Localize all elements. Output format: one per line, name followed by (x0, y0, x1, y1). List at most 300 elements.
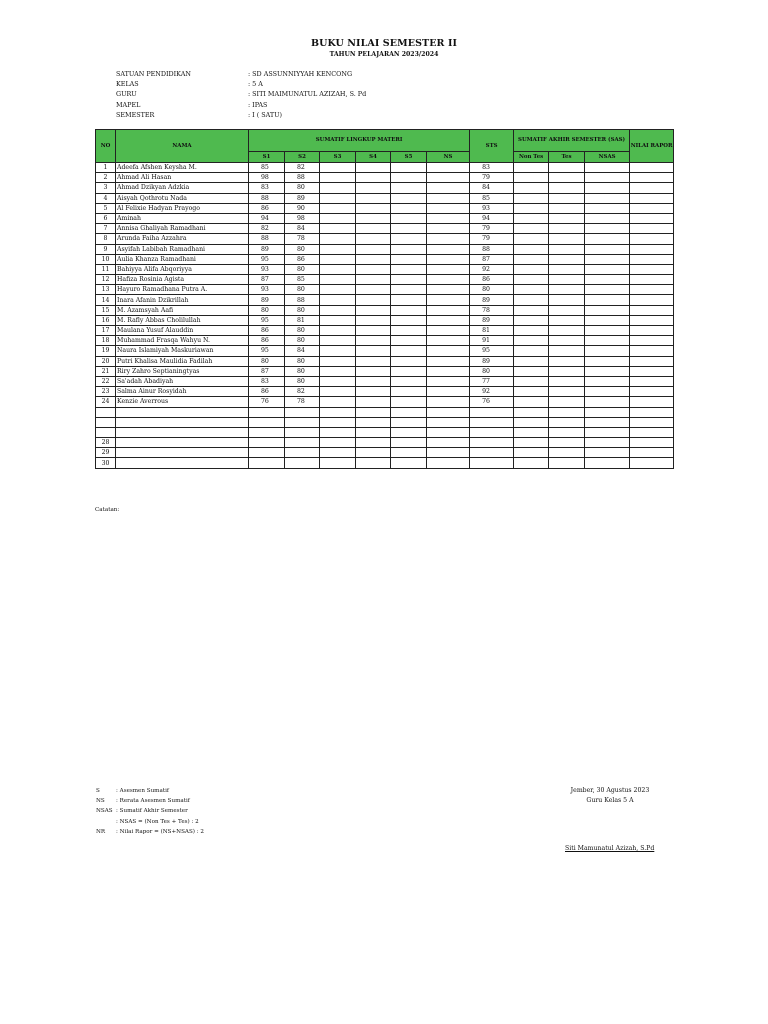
cell-s1: 95 (249, 254, 285, 264)
cell-s2: 78 (285, 234, 320, 244)
cell-nilai-rapor (630, 315, 674, 325)
cell-s3 (320, 448, 356, 458)
header-no: NO (96, 130, 116, 163)
cell-nilai-rapor (630, 326, 674, 336)
cell-s1: 89 (249, 295, 285, 305)
cell-no: 10 (96, 254, 116, 264)
cell-no: 1 (96, 163, 116, 173)
cell-sts: 84 (470, 183, 514, 193)
cell-nilai-rapor (630, 295, 674, 305)
cell-tes (549, 275, 585, 285)
cell-s1: 89 (249, 244, 285, 254)
cell-s3 (320, 346, 356, 356)
cell-nsas (585, 458, 630, 468)
cell-no: 30 (96, 458, 116, 468)
legend-desc: : Rerata Asesmen Sumatif (116, 798, 190, 805)
cell-s4 (356, 336, 391, 346)
table-row (96, 173, 674, 183)
cell-nsas (585, 427, 630, 437)
cell-tes (549, 234, 585, 244)
document-subtitle: TAHUN PELAJARAN 2023/2024 (329, 51, 439, 58)
cell-nsas (585, 376, 630, 386)
cell-s5 (391, 438, 427, 448)
cell-nsas (585, 356, 630, 366)
cell-s3 (320, 285, 356, 295)
cell-s2: 84 (285, 224, 320, 234)
cell-tes (549, 366, 585, 376)
cell-s1: 95 (249, 346, 285, 356)
cell-ns (427, 295, 470, 305)
cell-s3 (320, 458, 356, 468)
cell-nama: Aminah (116, 213, 249, 223)
cell-nilai-rapor (630, 183, 674, 193)
cell-non-tes (514, 417, 549, 427)
cell-non-tes (514, 376, 549, 386)
signature-block (540, 786, 680, 806)
cell-sts: 76 (470, 397, 514, 407)
legend-abbr: NS (96, 798, 105, 805)
cell-s3 (320, 163, 356, 173)
cell-ns (427, 448, 470, 458)
cell-tes (549, 264, 585, 274)
cell-s4 (356, 346, 391, 356)
cell-s5 (391, 336, 427, 346)
cell-non-tes (514, 346, 549, 356)
cell-nilai-rapor (630, 275, 674, 285)
table-row (96, 407, 674, 417)
cell-s1: 88 (249, 193, 285, 203)
cell-ns (427, 407, 470, 417)
cell-ns (427, 397, 470, 407)
cell-tes (549, 417, 585, 427)
cell-s1 (249, 407, 285, 417)
cell-s3 (320, 183, 356, 193)
cell-nilai-rapor (630, 173, 674, 183)
table-row (96, 336, 674, 346)
cell-s3 (320, 203, 356, 213)
cell-nilai-rapor (630, 213, 674, 223)
cell-nilai-rapor (630, 336, 674, 346)
cell-s1: 86 (249, 387, 285, 397)
cell-nsas (585, 438, 630, 448)
cell-s3 (320, 366, 356, 376)
cell-s3 (320, 224, 356, 234)
cell-nama: Inara Afanin Dzikrillah (116, 295, 249, 305)
cell-s5 (391, 244, 427, 254)
header-sts: STS (470, 130, 514, 163)
cell-s5 (391, 224, 427, 234)
cell-nama: Sa'adah Abadiyah (116, 376, 249, 386)
cell-sts: 89 (470, 315, 514, 325)
cell-s1 (249, 438, 285, 448)
cell-nilai-rapor (630, 458, 674, 468)
cell-ns (427, 315, 470, 325)
cell-s5 (391, 397, 427, 407)
cell-s5 (391, 458, 427, 468)
cell-non-tes (514, 397, 549, 407)
cell-non-tes (514, 244, 549, 254)
cell-s1: 93 (249, 285, 285, 295)
cell-s4 (356, 234, 391, 244)
cell-s2 (285, 427, 320, 437)
cell-s3 (320, 275, 356, 285)
cell-ns (427, 376, 470, 386)
cell-non-tes (514, 448, 549, 458)
table-row (96, 213, 674, 223)
cell-s2: 78 (285, 397, 320, 407)
cell-s5 (391, 417, 427, 427)
cell-ns (427, 163, 470, 173)
cell-no: 11 (96, 264, 116, 274)
cell-sts (470, 438, 514, 448)
cell-nsas (585, 244, 630, 254)
cell-sts: 79 (470, 224, 514, 234)
cell-nsas (585, 264, 630, 274)
cell-ns (427, 183, 470, 193)
cell-non-tes (514, 356, 549, 366)
cell-non-tes (514, 407, 549, 417)
cell-s3 (320, 254, 356, 264)
cell-sts: 89 (470, 295, 514, 305)
cell-nilai-rapor (630, 203, 674, 213)
cell-non-tes (514, 295, 549, 305)
cell-no: 7 (96, 224, 116, 234)
cell-s5 (391, 305, 427, 315)
header-s5: S5 (391, 152, 427, 163)
cell-s3 (320, 397, 356, 407)
cell-nama: M. Rafly Abbas Cholilullah (116, 315, 249, 325)
table-row (96, 163, 674, 173)
info-value: : 5 A (248, 80, 263, 89)
cell-nama: M. Azamsyah Aafi (116, 305, 249, 315)
cell-s1: 87 (249, 366, 285, 376)
table-row (96, 305, 674, 315)
cell-s5 (391, 183, 427, 193)
cell-s3 (320, 336, 356, 346)
cell-nsas (585, 417, 630, 427)
cell-non-tes (514, 366, 549, 376)
table-row (96, 295, 674, 305)
header-s2: S2 (285, 152, 320, 163)
cell-s3 (320, 305, 356, 315)
cell-s4 (356, 458, 391, 468)
cell-s4 (356, 254, 391, 264)
cell-non-tes (514, 326, 549, 336)
cell-non-tes (514, 163, 549, 173)
cell-s3 (320, 264, 356, 274)
cell-s2: 82 (285, 387, 320, 397)
cell-ns (427, 275, 470, 285)
cell-tes (549, 438, 585, 448)
cell-non-tes (514, 173, 549, 183)
cell-tes (549, 346, 585, 356)
cell-s3 (320, 427, 356, 437)
cell-s2: 80 (285, 356, 320, 366)
cell-no: 14 (96, 295, 116, 305)
cell-s4 (356, 244, 391, 254)
table-row (96, 448, 674, 458)
cell-s4 (356, 163, 391, 173)
cell-non-tes (514, 254, 549, 264)
info-key: KELAS (116, 80, 139, 89)
cell-s3 (320, 173, 356, 183)
document-title: BUKU NILAI SEMESTER II (310, 38, 458, 49)
cell-non-tes (514, 336, 549, 346)
cell-sts: 93 (470, 203, 514, 213)
table-row (96, 356, 674, 366)
cell-s1: 85 (249, 163, 285, 173)
cell-no: 24 (96, 397, 116, 407)
cell-s2 (285, 407, 320, 417)
cell-no: 17 (96, 326, 116, 336)
cell-s4 (356, 193, 391, 203)
cell-s3 (320, 356, 356, 366)
cell-no: 3 (96, 183, 116, 193)
cell-non-tes (514, 183, 549, 193)
cell-ns (427, 438, 470, 448)
cell-s2: 90 (285, 203, 320, 213)
signature-place-date: Jember, 30 Agustus 2023 (570, 787, 650, 794)
cell-no (96, 417, 116, 427)
cell-s1: 94 (249, 213, 285, 223)
cell-no: 2 (96, 173, 116, 183)
cell-tes (549, 173, 585, 183)
cell-ns (427, 458, 470, 468)
cell-non-tes (514, 275, 549, 285)
cell-s2 (285, 448, 320, 458)
cell-sts: 79 (470, 173, 514, 183)
cell-non-tes (514, 193, 549, 203)
legend-abbr: S (96, 788, 100, 794)
header-sas: SUMATIF AKHIR SEMESTER (SAS) (514, 130, 630, 152)
cell-tes (549, 183, 585, 193)
header-nilai-rapor: NILAI RAPOR (630, 130, 674, 163)
cell-no: 18 (96, 336, 116, 346)
table-row (96, 315, 674, 325)
cell-s1 (249, 417, 285, 427)
cell-s3 (320, 295, 356, 305)
legend-desc: : NSAS = (Non Tes + Tes) : 2 (116, 818, 199, 825)
cell-tes (549, 315, 585, 325)
cell-nama: Adeefa Afshen Keysha M. (116, 163, 249, 173)
cell-s2: 80 (285, 244, 320, 254)
table-row (96, 387, 674, 397)
cell-nsas (585, 295, 630, 305)
cell-no: 28 (96, 438, 116, 448)
grades-table (95, 129, 674, 469)
cell-s1: 80 (249, 356, 285, 366)
signature-name: Siti Mamunatul Azizah, S.Pd (565, 845, 655, 852)
header-s4: S4 (356, 152, 391, 163)
info-value: : IPAS (248, 100, 268, 109)
cell-s4 (356, 366, 391, 376)
cell-tes (549, 448, 585, 458)
cell-ns (427, 203, 470, 213)
cell-non-tes (514, 203, 549, 213)
table-row (96, 285, 674, 295)
info-value: : I ( SATU) (248, 110, 283, 119)
cell-s4 (356, 448, 391, 458)
cell-ns (427, 193, 470, 203)
cell-no (96, 407, 116, 417)
cell-s5 (391, 376, 427, 386)
cell-s5 (391, 366, 427, 376)
cell-nsas (585, 163, 630, 173)
cell-non-tes (514, 224, 549, 234)
cell-sts: 78 (470, 305, 514, 315)
cell-nama: Asyifah Labibah Ramadhani (116, 244, 249, 254)
cell-s1 (249, 458, 285, 468)
cell-nama: Putri Khalisa Maulidia Fadilah (116, 356, 249, 366)
cell-s1: 87 (249, 275, 285, 285)
cell-s4 (356, 305, 391, 315)
cell-s1: 86 (249, 326, 285, 336)
cell-nama: Naura Islamiyah Maskuriawan (116, 346, 249, 356)
cell-tes (549, 244, 585, 254)
table-row (96, 224, 674, 234)
cell-tes (549, 163, 585, 173)
table-row (96, 264, 674, 274)
cell-nama (116, 438, 249, 448)
cell-sts: 77 (470, 376, 514, 386)
cell-nilai-rapor (630, 254, 674, 264)
cell-tes (549, 305, 585, 315)
cell-nilai-rapor (630, 346, 674, 356)
header-tes: Tes (549, 152, 585, 163)
cell-no: 22 (96, 376, 116, 386)
legend-desc: : Sumatif Akhir Semester (116, 808, 188, 815)
legend-abbr: NR (96, 828, 106, 835)
info-value: : SITI MAIMUNATUL AZIZAH, S. Pd (248, 90, 367, 99)
cell-nsas (585, 366, 630, 376)
cell-non-tes (514, 387, 549, 397)
cell-s5 (391, 407, 427, 417)
cell-nama: Aisyah Qothrotu Nada (116, 193, 249, 203)
cell-nama: Ahmad Ali Hasan (116, 173, 249, 183)
cell-nsas (585, 285, 630, 295)
cell-s2: 84 (285, 346, 320, 356)
cell-nsas (585, 213, 630, 223)
cell-s4 (356, 356, 391, 366)
cell-no: 21 (96, 366, 116, 376)
cell-nsas (585, 203, 630, 213)
header-s1: S1 (249, 152, 285, 163)
cell-sts: 80 (470, 285, 514, 295)
cell-nilai-rapor (630, 366, 674, 376)
legend-desc: : Nilai Rapor = (NS+NSAS) : 2 (116, 828, 204, 835)
cell-nama: Hayuro Ramadhana Putra A. (116, 285, 249, 295)
cell-ns (427, 244, 470, 254)
cell-sts: 95 (470, 346, 514, 356)
cell-nama: Hafiza Rosinia Agista (116, 275, 249, 285)
cell-non-tes (514, 458, 549, 468)
cell-s2: 98 (285, 213, 320, 223)
cell-nilai-rapor (630, 407, 674, 417)
cell-nsas (585, 193, 630, 203)
cell-s4 (356, 417, 391, 427)
cell-s5 (391, 387, 427, 397)
cell-s5 (391, 448, 427, 458)
cell-s4 (356, 407, 391, 417)
cell-no: 23 (96, 387, 116, 397)
cell-sts: 85 (470, 193, 514, 203)
cell-no: 12 (96, 275, 116, 285)
cell-nilai-rapor (630, 264, 674, 274)
cell-s5 (391, 285, 427, 295)
cell-nilai-rapor (630, 397, 674, 407)
cell-non-tes (514, 285, 549, 295)
cell-ns (427, 213, 470, 223)
cell-s4 (356, 438, 391, 448)
cell-nama: Ahmad Dzikyan Adzkia (116, 183, 249, 193)
header-sumatif-lingkup-materi: SUMATIF LINGKUP MATERI (249, 130, 470, 152)
cell-nilai-rapor (630, 244, 674, 254)
cell-ns (427, 285, 470, 295)
cell-ns (427, 346, 470, 356)
cell-ns (427, 326, 470, 336)
cell-no: 20 (96, 356, 116, 366)
cell-s1: 83 (249, 183, 285, 193)
cell-nilai-rapor (630, 285, 674, 295)
cell-nsas (585, 224, 630, 234)
cell-tes (549, 356, 585, 366)
cell-s5 (391, 234, 427, 244)
cell-ns (427, 366, 470, 376)
header-nsas: NSAS (585, 152, 630, 163)
cell-s2: 82 (285, 163, 320, 173)
cell-s2: 88 (285, 295, 320, 305)
cell-no: 29 (96, 448, 116, 458)
cell-tes (549, 387, 585, 397)
cell-no: 16 (96, 315, 116, 325)
cell-ns (427, 427, 470, 437)
cell-s4 (356, 264, 391, 274)
cell-s2: 80 (285, 336, 320, 346)
cell-nilai-rapor (630, 305, 674, 315)
cell-s5 (391, 427, 427, 437)
cell-nilai-rapor (630, 376, 674, 386)
cell-no: 5 (96, 203, 116, 213)
cell-s4 (356, 173, 391, 183)
cell-s5 (391, 254, 427, 264)
legend-abbr: NSAS (96, 808, 113, 815)
cell-no: 9 (96, 244, 116, 254)
info-key: GURU (116, 90, 137, 99)
header-ns: NS (427, 152, 470, 163)
cell-s2: 80 (285, 264, 320, 274)
grades-body (96, 163, 674, 469)
cell-s2: 80 (285, 183, 320, 193)
cell-nsas (585, 275, 630, 285)
cell-s2: 80 (285, 326, 320, 336)
cell-nama: Bahiyya Alifa Abqoriyya (116, 264, 249, 274)
table-row (96, 203, 674, 213)
cell-s4 (356, 376, 391, 386)
cell-s5 (391, 315, 427, 325)
cell-s3 (320, 234, 356, 244)
cell-tes (549, 427, 585, 437)
info-key: SATUAN PENDIDIKAN (116, 70, 191, 78)
cell-nilai-rapor (630, 163, 674, 173)
cell-s2: 80 (285, 366, 320, 376)
cell-s2: 85 (285, 275, 320, 285)
cell-non-tes (514, 305, 549, 315)
cell-nama (116, 448, 249, 458)
table-row (96, 417, 674, 427)
cell-s5 (391, 326, 427, 336)
cell-non-tes (514, 427, 549, 437)
cell-s2: 88 (285, 173, 320, 183)
